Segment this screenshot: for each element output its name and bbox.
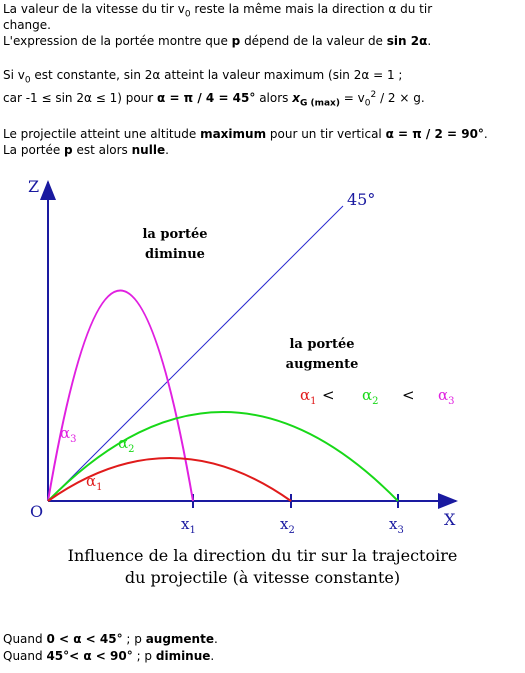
- axis-z-label: Z: [28, 177, 40, 196]
- order-alpha-1: $\alpha_1$: [300, 386, 317, 407]
- caption-line-1: Influence de la direction du tir sur la trajectoire: [67, 546, 458, 565]
- intro-line-6: Le projectile atteint une altitude maximum pour un tir vertical α = π / 2 = 90°.: [3, 127, 488, 141]
- intro-line-3: L'expression de la portée montre que p dépend de la valeur de sin 2α.: [3, 34, 432, 48]
- intro-line-7: La portée p est alors nulle.: [3, 143, 169, 157]
- order-lt-1: <: [322, 386, 335, 404]
- intro-line-1: La valeur de la vitesse du tir $v_0$ reste la même mais la direction α du tir: [3, 2, 433, 20]
- note-diminue-1: la portée: [142, 227, 208, 242]
- order-alpha-2: $\alpha_2$: [362, 386, 379, 407]
- note-diminue-2: diminue: [145, 247, 205, 262]
- note-augmente-1: la portée: [289, 337, 355, 352]
- order-alpha-3: $\alpha_3$: [438, 386, 455, 407]
- origin-label: O: [30, 502, 44, 521]
- summary-line-1: Quand 0 < α < 45° ; p augmente.: [3, 632, 218, 646]
- intro-line-5: car -1 ≤ sin 2α ≤ 1) pour α = π / 4 = 45° alors $x_{G (max)} = v_0^2 / 2 \times g$.: [3, 90, 425, 109]
- x1-label: $x_1$: [181, 515, 196, 536]
- axis-x-label: X: [444, 510, 456, 529]
- curve-label-alpha-1: $\alpha_1$: [86, 472, 103, 493]
- order-lt-2: <: [402, 386, 415, 404]
- trajectory-alpha-3: [48, 291, 193, 502]
- caption-line-2: du projectile (à vitesse constante): [124, 568, 401, 587]
- x3-label: $x_3$: [389, 515, 404, 536]
- intro-line-2: change.: [3, 18, 51, 32]
- curve-label-alpha-3: $\alpha_3$: [60, 424, 77, 445]
- line-45-label: 45°: [347, 190, 376, 209]
- trajectory-figure: [0, 170, 525, 540]
- note-augmente-2: augmente: [285, 357, 359, 372]
- curve-label-alpha-2: $\alpha_2$: [118, 434, 135, 455]
- x2-label: $x_2$: [280, 515, 295, 536]
- summary-line-2: Quand 45°< α < 90° ; p diminue.: [3, 649, 215, 663]
- intro-line-4: Si $v_0$ est constante, sin 2α atteint la valeur maximum (sin 2α = 1 ;: [3, 68, 403, 86]
